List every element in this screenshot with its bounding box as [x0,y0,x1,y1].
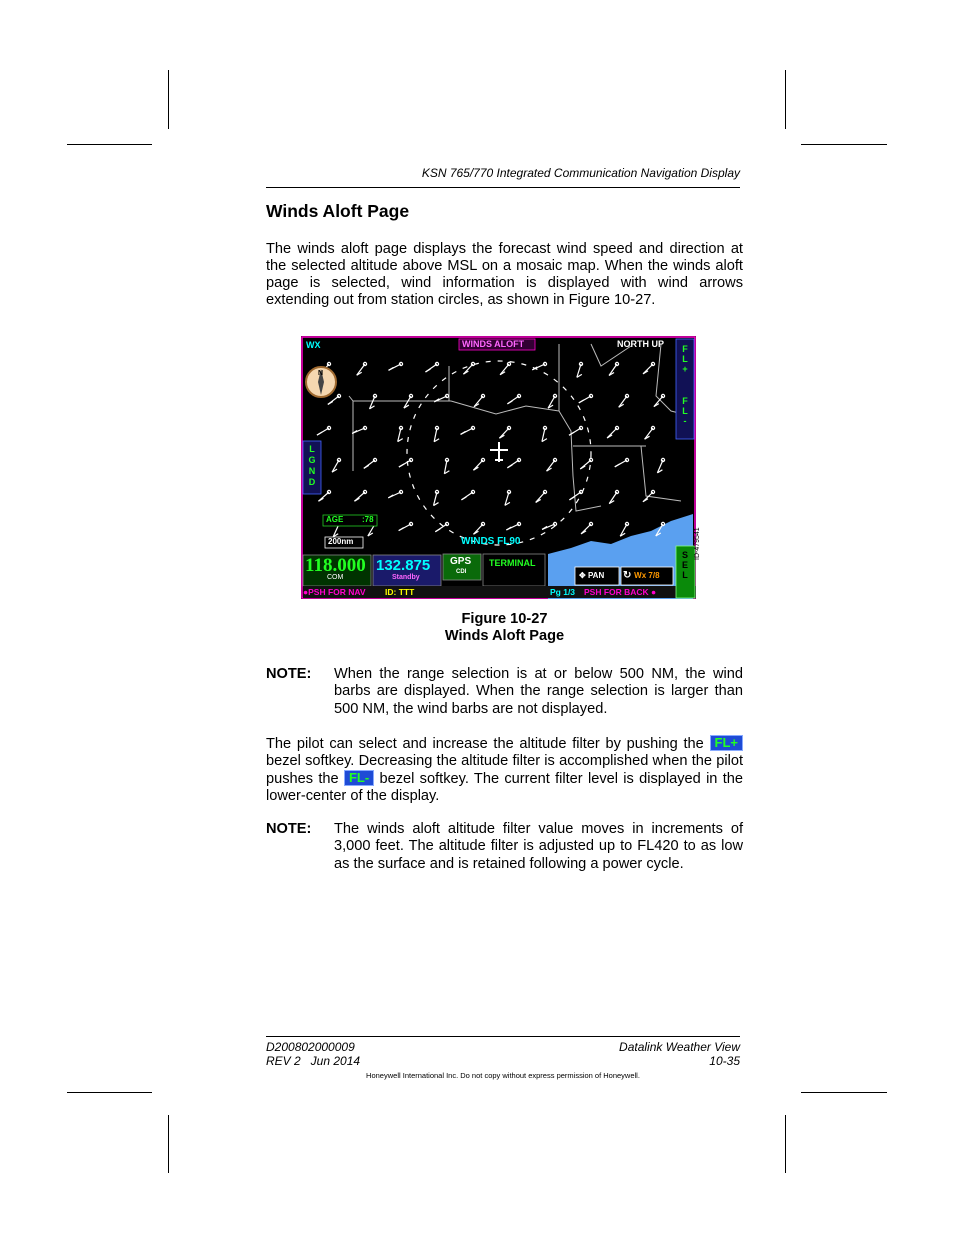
note-label: NOTE: [266,666,312,682]
terminal-label[interactable]: TERMINAL [489,558,536,568]
winds-level-label: WINDS FL90 [461,536,521,547]
doc-number: D200802000009 [266,1040,355,1054]
footer-left [266,1040,360,1068]
pan-control[interactable]: ✥ PAN [579,571,605,580]
crop-mark [168,70,169,129]
cdi-label: CDI [456,569,467,575]
fl-plus-key: FL+ [710,735,743,751]
softkey-sel[interactable]: S E L [681,550,688,580]
orientation-label: NORTH UP [617,339,664,349]
copyright-notice: Honeywell International Inc. Do not copy without express permission of Honeywell. [366,1071,640,1080]
note-label: NOTE: [266,821,312,837]
crop-mark [785,70,786,129]
crop-mark [67,1092,152,1093]
gps-label[interactable]: GPS [450,556,472,567]
fl-minus-key: FL- [344,770,374,786]
page-name-label: WINDS ALOFT [462,339,525,349]
wx-label: WX [306,340,321,350]
pan-icon: ✥ [579,571,588,580]
cycle-icon: ↻ [623,570,635,581]
softkey-fl-minus[interactable]: F L - [682,396,688,426]
footer-right [540,1040,740,1068]
chapter-title: Datalink Weather View [619,1040,740,1054]
compass-north: N [318,370,324,377]
age-label: AGE [326,515,344,524]
crop-mark [785,1115,786,1173]
crop-mark [168,1115,169,1173]
page-number: 10-35 [709,1054,740,1068]
section-title: Winds Aloft Page [266,201,410,221]
com-standby-frequency[interactable]: 132.875 [376,557,431,574]
header-rule [266,187,740,188]
running-header: KSN 765/770 Integrated Communication Navigation Display [421,166,740,180]
range-label[interactable]: 200nm [328,537,354,546]
standby-label: Standby [392,574,420,581]
winds-aloft-display [301,336,696,599]
revision: REV 2 Jun 2014 [266,1054,361,1068]
figure-number: Figure 10-27 [461,611,548,627]
psh-for-nav-label: ●PSH FOR NAV [303,587,366,597]
footer-rule [266,1036,740,1037]
figure-id-tag: ID-479541 [694,527,701,560]
crop-mark [801,1092,887,1093]
softkey-fl-plus[interactable]: F L + [682,344,688,374]
id-field: ID: TTT [385,587,415,597]
crop-mark [801,144,887,145]
intro-paragraph: The winds aloft page displays the forecast wind speed and direction at the selected altitude above MSL on a mosaic map. When the winds aloft page is selected, wind information is displayed with wind arrows extending out from station circles, as shown in Figure 10-27. [266,241,743,308]
figure-title: Winds Aloft Page [444,628,565,644]
com-label: COM [327,574,344,581]
note-text: When the range selection is at or below 500 NM, the wind barbs are displayed. When the range selection is larger than 500 NM, the wind barbs are not displayed. [334,666,743,717]
softkey-lgnd[interactable]: L G N D [308,444,316,487]
figure-caption [266,611,743,645]
com-active-frequency[interactable]: 118.000 [305,555,366,576]
wx-page-control[interactable]: ↻ Wx 7/8 [623,570,660,581]
crop-mark [67,144,152,145]
age-value: :78 [362,515,374,524]
psh-for-back-label: PSH FOR BACK ● [584,587,657,597]
page-indicator: Pg 1/3 [550,587,576,597]
note-text: The winds aloft altitude filter value moves in increments of 3,000 feet. The altitude filter is adjusted up to FL420 to as low as the surface and is retained following a power cycle. [334,821,743,872]
altitude-filter-paragraph: The pilot can select and increase the altitude filter by pushing the FL+ bezel softkey. Decreasing the altitude filter is accomplished when the pilot pushes the FL- bezel softkey. The current filter level is displayed in the lower-center of the display. [266,735,744,804]
